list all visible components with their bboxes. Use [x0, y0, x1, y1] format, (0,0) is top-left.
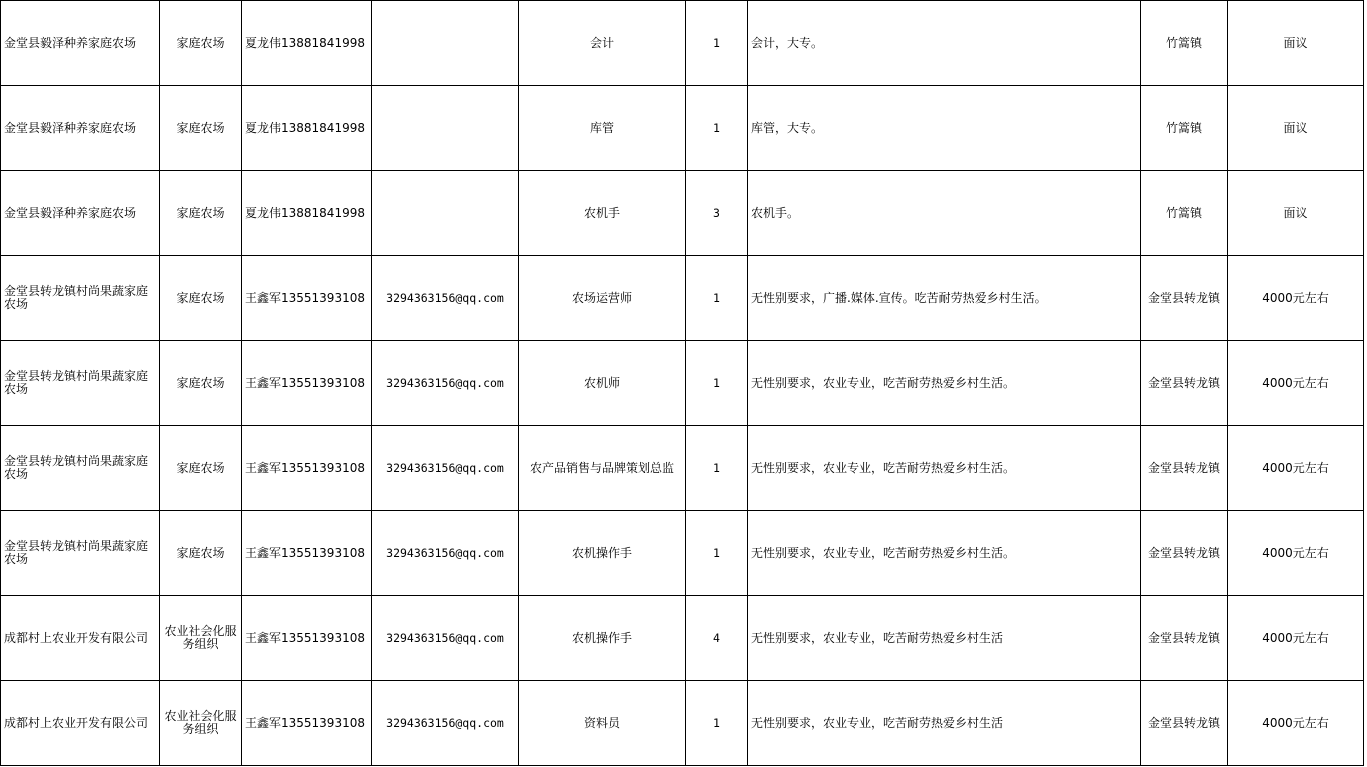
work-location-cell: 竹篙镇 — [1141, 86, 1228, 171]
table-row — [1, 596, 1364, 681]
table-row — [1, 256, 1364, 341]
company-name-cell: 金堂县转龙镇村尚果蔬家庭农场 — [1, 341, 160, 426]
headcount-cell: 3 — [686, 171, 748, 256]
email-cell — [372, 1, 519, 86]
organization-type-cell: 家庭农场 — [160, 426, 242, 511]
salary-cell: 4000元左右 — [1228, 681, 1364, 766]
contact-cell: 夏龙伟13881841998 — [242, 1, 372, 86]
contact-cell: 夏龙伟13881841998 — [242, 171, 372, 256]
work-location-cell: 金堂县转龙镇 — [1141, 596, 1228, 681]
company-name-cell: 金堂县转龙镇村尚果蔬家庭农场 — [1, 426, 160, 511]
requirements-cell: 无性别要求，广播.媒体.宣传。吃苦耐劳热爱乡村生活。 — [748, 256, 1141, 341]
email-cell: 3294363156@qq.com — [372, 596, 519, 681]
requirements-cell: 库管，大专。 — [748, 86, 1141, 171]
salary-cell: 4000元左右 — [1228, 511, 1364, 596]
contact-cell: 夏龙伟13881841998 — [242, 86, 372, 171]
table-row — [1, 681, 1364, 766]
salary-cell: 4000元左右 — [1228, 341, 1364, 426]
work-location-cell: 金堂县转龙镇 — [1141, 511, 1228, 596]
work-location-cell: 金堂县转龙镇 — [1141, 426, 1228, 511]
position-cell: 库管 — [519, 86, 686, 171]
organization-type-cell: 农业社会化服务组织 — [160, 681, 242, 766]
position-cell: 农产品销售与品牌策划总监 — [519, 426, 686, 511]
work-location-cell: 竹篙镇 — [1141, 171, 1228, 256]
headcount-cell: 1 — [686, 681, 748, 766]
position-cell: 资料员 — [519, 681, 686, 766]
salary-cell: 面议 — [1228, 1, 1364, 86]
company-name-cell: 金堂县毅泽种养家庭农场 — [1, 1, 160, 86]
contact-cell: 王鑫军13551393108 — [242, 341, 372, 426]
email-cell: 3294363156@qq.com — [372, 341, 519, 426]
table-row — [1, 511, 1364, 596]
requirements-cell: 无性别要求，农业专业，吃苦耐劳热爱乡村生活 — [748, 681, 1141, 766]
table-row — [1, 171, 1364, 256]
company-name-cell: 金堂县毅泽种养家庭农场 — [1, 171, 160, 256]
requirements-cell: 无性别要求，农业专业，吃苦耐劳热爱乡村生活。 — [748, 341, 1141, 426]
position-cell: 农机操作手 — [519, 511, 686, 596]
work-location-cell: 竹篙镇 — [1141, 1, 1228, 86]
position-cell: 农机操作手 — [519, 596, 686, 681]
salary-cell: 4000元左右 — [1228, 596, 1364, 681]
salary-cell: 4000元左右 — [1228, 256, 1364, 341]
headcount-cell: 1 — [686, 1, 748, 86]
company-name-cell: 金堂县毅泽种养家庭农场 — [1, 86, 160, 171]
contact-cell: 王鑫军13551393108 — [242, 681, 372, 766]
headcount-cell: 1 — [686, 511, 748, 596]
contact-cell: 王鑫军13551393108 — [242, 256, 372, 341]
table-row — [1, 86, 1364, 171]
salary-cell: 面议 — [1228, 171, 1364, 256]
work-location-cell: 金堂县转龙镇 — [1141, 341, 1228, 426]
contact-cell: 王鑫军13551393108 — [242, 596, 372, 681]
position-cell: 农机师 — [519, 341, 686, 426]
work-location-cell: 金堂县转龙镇 — [1141, 256, 1228, 341]
organization-type-cell: 农业社会化服务组织 — [160, 596, 242, 681]
organization-type-cell: 家庭农场 — [160, 171, 242, 256]
salary-cell: 4000元左右 — [1228, 426, 1364, 511]
requirements-cell: 农机手。 — [748, 171, 1141, 256]
contact-cell: 王鑫军13551393108 — [242, 426, 372, 511]
requirements-cell: 无性别要求，农业专业，吃苦耐劳热爱乡村生活。 — [748, 511, 1141, 596]
headcount-cell: 1 — [686, 341, 748, 426]
salary-cell: 面议 — [1228, 86, 1364, 171]
headcount-cell: 1 — [686, 86, 748, 171]
organization-type-cell: 家庭农场 — [160, 256, 242, 341]
organization-type-cell: 家庭农场 — [160, 341, 242, 426]
table-row — [1, 426, 1364, 511]
email-cell: 3294363156@qq.com — [372, 426, 519, 511]
headcount-cell: 1 — [686, 256, 748, 341]
position-cell: 农场运营师 — [519, 256, 686, 341]
company-name-cell: 金堂县转龙镇村尚果蔬家庭农场 — [1, 256, 160, 341]
position-cell: 农机手 — [519, 171, 686, 256]
work-location-cell: 金堂县转龙镇 — [1141, 681, 1228, 766]
organization-type-cell: 家庭农场 — [160, 1, 242, 86]
headcount-cell: 4 — [686, 596, 748, 681]
company-name-cell: 金堂县转龙镇村尚果蔬家庭农场 — [1, 511, 160, 596]
organization-type-cell: 家庭农场 — [160, 511, 242, 596]
organization-type-cell: 家庭农场 — [160, 86, 242, 171]
requirements-cell: 会计，大专。 — [748, 1, 1141, 86]
requirements-cell: 无性别要求，农业专业，吃苦耐劳热爱乡村生活。 — [748, 426, 1141, 511]
contact-cell: 王鑫军13551393108 — [242, 511, 372, 596]
company-name-cell: 成都村上农业开发有限公司 — [1, 596, 160, 681]
email-cell — [372, 171, 519, 256]
headcount-cell: 1 — [686, 426, 748, 511]
email-cell — [372, 86, 519, 171]
email-cell: 3294363156@qq.com — [372, 256, 519, 341]
company-name-cell: 成都村上农业开发有限公司 — [1, 681, 160, 766]
position-cell: 会计 — [519, 1, 686, 86]
table-body — [1, 1, 1364, 766]
table-row — [1, 341, 1364, 426]
table-row — [1, 1, 1364, 86]
requirements-cell: 无性别要求，农业专业，吃苦耐劳热爱乡村生活 — [748, 596, 1141, 681]
email-cell: 3294363156@qq.com — [372, 511, 519, 596]
email-cell: 3294363156@qq.com — [372, 681, 519, 766]
